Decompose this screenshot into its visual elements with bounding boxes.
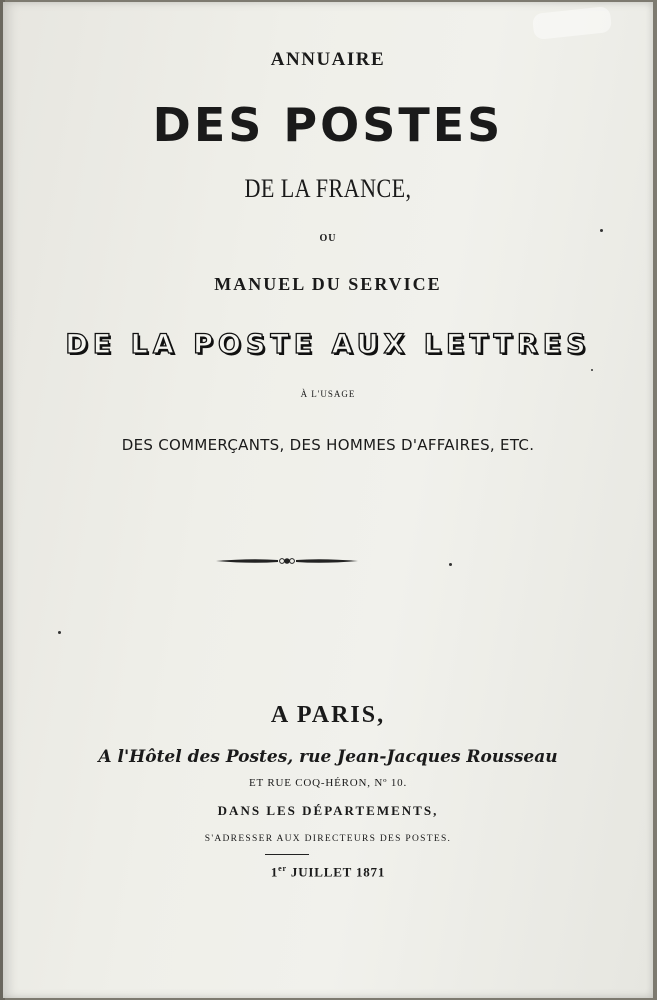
title-page xyxy=(3,2,653,998)
conjunction-ou: OU xyxy=(319,233,337,244)
imprint-contact: S'ADRESSER AUX DIRECTEURS DES POSTES. xyxy=(204,834,452,844)
paper-speck xyxy=(58,631,61,634)
imprint-address: A l'Hôtel des Postes, rue Jean-Jacques Rousseau xyxy=(98,747,558,767)
ornament-divider-icon xyxy=(216,555,358,567)
annuaire-heading: ANNUAIRE xyxy=(270,49,386,70)
imprint-rule xyxy=(265,854,309,855)
imprint-address-2: ET RUE COQ-HÉRON, Nº 10. xyxy=(248,777,408,789)
imprint-city: A PARIS, xyxy=(270,702,386,728)
publication-date xyxy=(3,864,653,880)
date-month-year: JUILLET 1871 xyxy=(286,864,386,880)
paper-speck xyxy=(600,229,603,232)
usage-line: À L'USAGE xyxy=(300,389,356,399)
poste-aux-lettres-heading: DE LA POSTE AUX LETTRES xyxy=(65,329,591,360)
date-day: 1 xyxy=(270,864,279,880)
date-ordinal: er xyxy=(278,864,287,873)
library-stamp xyxy=(532,6,612,40)
paper-speck xyxy=(449,563,452,566)
imprint-departments: DANS LES DÉPARTEMENTS, xyxy=(217,803,439,818)
manuel-heading: MANUEL DU SERVICE xyxy=(214,274,442,294)
paper-speck xyxy=(591,369,593,371)
audience-line: DES COMMERÇANTS, DES HOMMES D'AFFAIRES, ETC. xyxy=(121,436,535,454)
main-title: DES POSTES xyxy=(152,98,504,152)
subtitle-france: DE LA FRANCE, xyxy=(244,174,412,203)
